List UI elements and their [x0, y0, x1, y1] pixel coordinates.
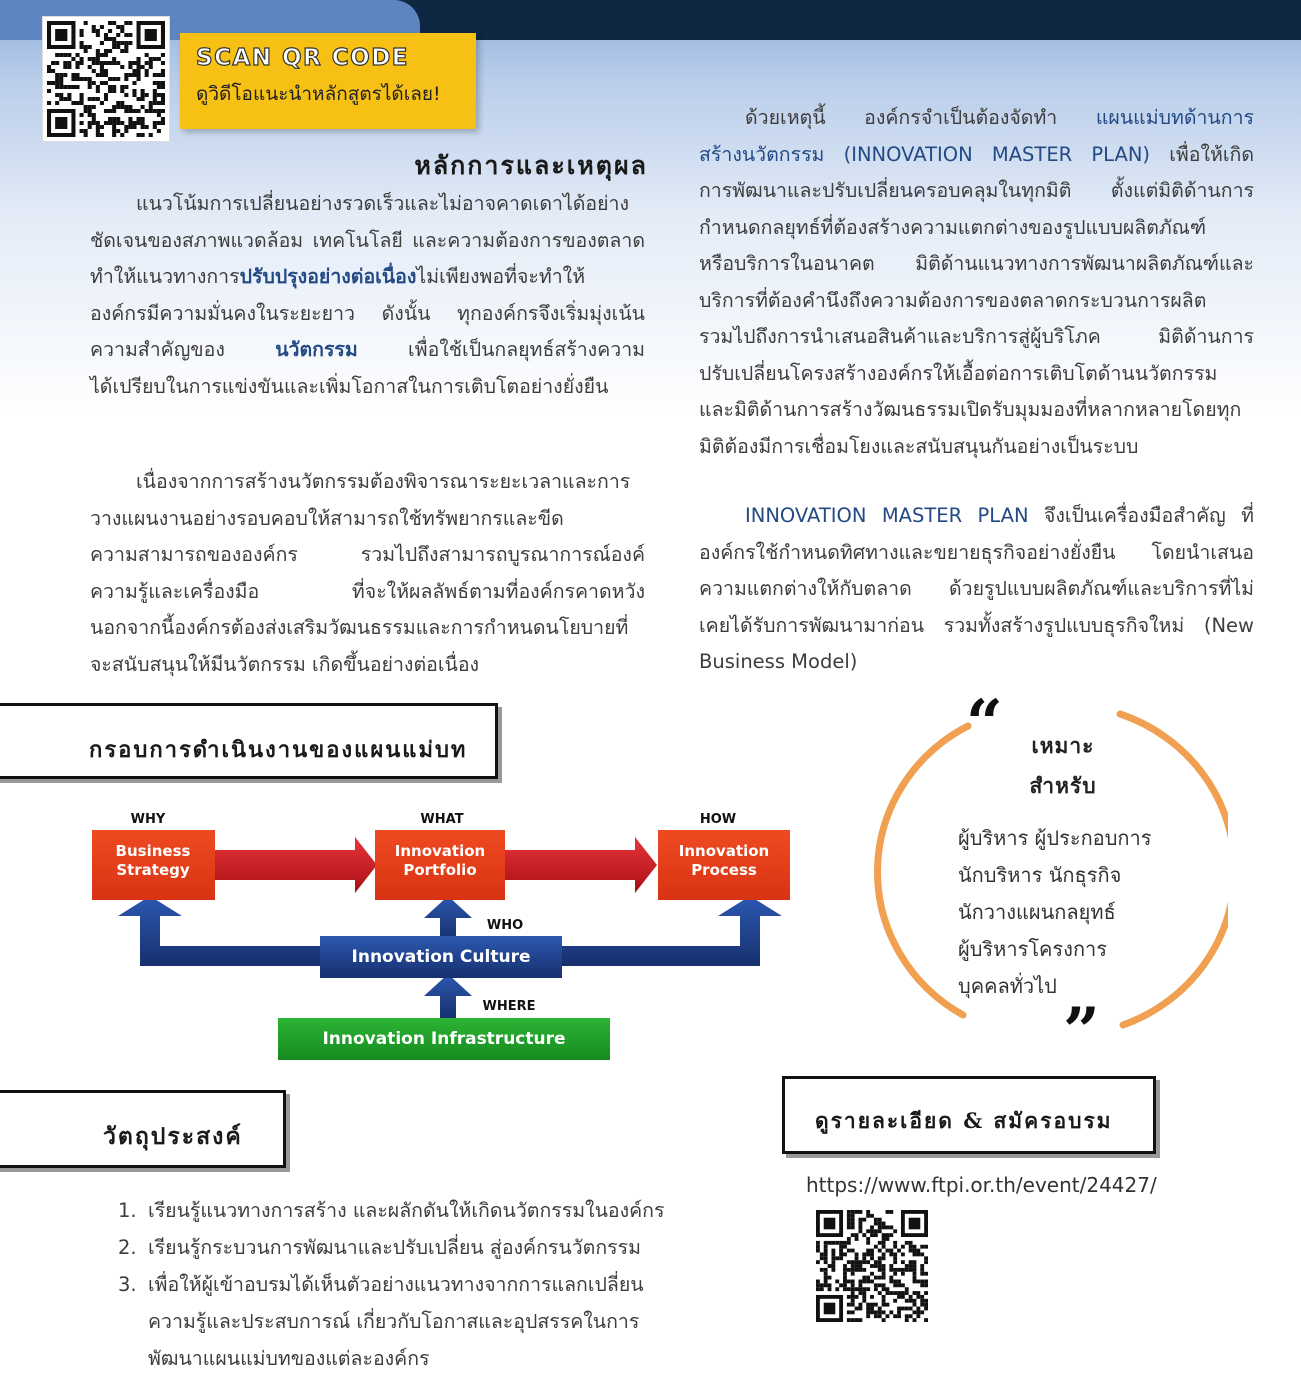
text-line: [699, 498, 1254, 535]
audience-list: [958, 820, 1208, 1005]
rationale-paragraph-1: [90, 186, 645, 405]
text-line: วางแผนงานอย่างรอบคอบให้สามารถใช้ทรัพยากรและขีด: [90, 506, 564, 530]
emphasis-continuous-improvement: ปรับปรุงอย่างต่อเนื่อง: [239, 265, 417, 288]
process-label-2: Process: [691, 861, 757, 879]
quote-close-icon: ”: [1063, 994, 1100, 1069]
objective-text: พัฒนาแผนแม่บทของแต่ละองค์กร: [148, 1347, 430, 1370]
where-label: WHERE: [482, 999, 536, 1014]
objective-text: ความรู้และประสบการณ์ เกี่ยวกับโอกาสและอุปสรรคในการ: [148, 1310, 640, 1333]
register-heading: ดูรายละเอียด & สมัครอบรม: [815, 1108, 1113, 1133]
objective-number: 1.: [118, 1199, 137, 1222]
portfolio-label-1: Innovation: [394, 842, 486, 860]
audience-item: ผู้บริหาร ผู้ประกอบการ: [958, 826, 1152, 850]
text-segment: ทำให้แนวทางการ: [90, 265, 240, 288]
qr-code-video[interactable]: [42, 16, 170, 142]
process-label-1: Innovation: [678, 842, 770, 860]
text-line: หรือบริการในอนาคต มิติด้านแนวทางการพัฒนาผลิตภัณฑ์และ: [699, 252, 1254, 275]
text-line: ความสามารถขององค์กร รวมไปถึงสามารถบูรณาการณ์องค์: [90, 543, 645, 566]
navy-arrow-left: [118, 896, 320, 966]
text-segment: ไม่เพียงพอที่จะทำให้: [416, 265, 586, 288]
text-line: มิติต้องมีการเชื่อมโยงและสนับสนุนกันอย่างเป็นระบบ: [699, 434, 1139, 458]
text-line: แนวโน้มการเปลี่ยนอย่างรวดเร็วและไม่อาจคาดเดาได้อย่าง: [136, 192, 630, 215]
objectives-heading: วัตถุประสงค์: [103, 1123, 243, 1150]
scan-qr-banner: [180, 33, 476, 129]
text-segment: เพื่อใช้เป็นกลยุทธ์สร้างความ: [357, 338, 645, 361]
red-arrow-portfolio-process: [505, 837, 657, 893]
framework-heading: กรอบการดำเนินงานของแผนแม่บท: [89, 737, 468, 763]
rationale-heading: หลักการและเหตุผล: [414, 151, 648, 180]
objective-item: [118, 1266, 718, 1377]
text-segment: ด้วยเหตุนี้ องค์กรจำเป็นต้องจัดทำ: [745, 106, 1096, 129]
audience-item: นักบริหาร นักธุรกิจ: [958, 863, 1122, 887]
objective-text: เรียนรู้กระบวนการพัฒนาและปรับเปลี่ยน สู่องค์กรนวัตกรรม: [148, 1236, 641, 1259]
culture-label: Innovation Culture: [351, 947, 531, 967]
text-segment: เพื่อให้เกิด: [1150, 142, 1254, 166]
text-line: นอกจากนี้องค์กรต้องส่งเสริมวัฒนธรรมและการกำหนดนโยบายที่: [90, 616, 629, 639]
strategy-label-2: Strategy: [116, 861, 190, 879]
qr-code-register[interactable]: [812, 1206, 932, 1326]
strategy-label-1: Business: [115, 842, 191, 860]
audience-title-line-2: สำหรับ: [1029, 773, 1097, 798]
text-segment: จึงเป็นเครื่องมือสำคัญ ที่: [1028, 504, 1254, 527]
text-line: จะสนับสนุนให้มีนวัตกรรม เกิดขึ้นอย่างต่อเนื่อง: [90, 652, 480, 676]
text-segment: ความสำคัญของ: [90, 338, 276, 361]
audience-item: นักวางแผนกลยุทธ์: [958, 900, 1116, 924]
who-label: WHO: [486, 918, 524, 933]
objectives-list: [118, 1192, 718, 1377]
scan-qr-subtitle: ดูวิดีโอแนะนำหลักสูตรได้เลย!: [196, 83, 441, 105]
text-line: ความแตกต่างให้กับตลาด ด้วยรูปแบบผลิตภัณฑ์และบริการที่ไม่: [699, 577, 1254, 600]
register-heading-box: [782, 1076, 1156, 1154]
emphasis-innovation: นวัตกรรม: [275, 338, 358, 361]
rationale-paragraph-2: [90, 464, 645, 683]
text-line: กำหนดกลยุทธ์ที่ต้องสร้างความแตกต่างของรูปแบบผลิตภัณฑ์: [699, 215, 1207, 239]
text-line: รวมไปถึงการนำเสนอสินค้าและบริการสู่ผู้บริโภค มิติด้านการ: [699, 325, 1254, 348]
ring-arc-left: [878, 726, 968, 1015]
audience-title: [978, 726, 1148, 806]
text-line: เคยได้รับการพัฒนามาก่อน รวมทั้งสร้างรูปแบบธุรกิจใหม่ (New: [699, 613, 1254, 637]
why-label: WHY: [130, 812, 166, 827]
text-line: เนื่องจากการสร้างนวัตกรรมต้องพิจารณาระยะเวลาและการ: [136, 470, 631, 493]
text-line: [90, 332, 645, 369]
rationale-paragraph-4: [699, 498, 1254, 681]
audience-item: ผู้บริหารโครงการ: [958, 937, 1108, 961]
navy-arrow-right: [560, 896, 782, 966]
audience-item: บุคคลทั่วไป: [958, 974, 1057, 998]
framework-diagram: [80, 800, 800, 1070]
emphasis-master-plan-en: สร้างนวัตกรรม (INNOVATION MASTER PLAN): [699, 142, 1151, 166]
emphasis-master-plan-en: INNOVATION MASTER PLAN: [745, 504, 1029, 527]
emphasis-master-plan-th: แผนแม่บทด้านการ: [1095, 106, 1254, 129]
objective-number: 2.: [118, 1236, 137, 1259]
text-line: การพัฒนาและปรับเปลี่ยนครอบคลุมในทุกมิติ ตั้งแต่มิติด้านการ: [699, 179, 1254, 202]
infrastructure-label: Innovation Infrastructure: [322, 1029, 566, 1049]
text-line: ชัดเจนของสภาพแวดล้อม เทคโนโลยี และความต้องการของตลาด: [90, 228, 645, 252]
objective-text: เพื่อให้ผู้เข้าอบรมได้เห็นตัวอย่างแนวทางจากการแลกเปลี่ยน: [148, 1273, 644, 1296]
text-line: [699, 100, 1254, 137]
qr-code-icon: [47, 21, 165, 137]
text-line: Business Model): [699, 650, 858, 673]
portfolio-label-2: Portfolio: [403, 861, 477, 879]
audience-card: [858, 686, 1228, 1069]
framework-heading-box: [0, 703, 498, 779]
text-line: บริการที่ต้องคำนึงถึงความต้องการของตลาดกระบวนการผลิต: [699, 288, 1207, 312]
text-line: องค์กรมีความมั่นคงในระยะยาว ดังนั้น ทุกองค์กรจึงเริ่มมุ่งเน้น: [90, 301, 645, 325]
quote-open-icon: “: [966, 686, 1003, 761]
rationale-paragraph-3: [699, 100, 1254, 465]
text-line: ความรู้และเครื่องมือ ที่จะให้ผลลัพธ์ตามที่องค์กรคาดหวัง: [90, 579, 645, 603]
framework-diagram-svg: [80, 800, 800, 1070]
text-line: และมิติด้านการสร้างวัฒนธรรมเปิดรับมุมมองที่หลากหลายโดยทุก: [699, 398, 1242, 421]
how-label: HOW: [699, 812, 737, 827]
text-line: [699, 137, 1254, 174]
audience-title-line-1: เหมาะ: [1031, 733, 1095, 758]
what-label: WHAT: [420, 812, 464, 827]
text-line: องค์กรใช้กำหนดทิศทางและขยายธุรกิจอย่างยั่งยืน โดยนำเสนอ: [699, 540, 1254, 564]
objective-item: [118, 1192, 718, 1229]
navy-arrow-up-culture: [424, 974, 472, 1018]
navy-arrow-up-portfolio: [424, 896, 472, 940]
scan-qr-title: SCAN QR CODE: [196, 45, 410, 71]
text-line: ได้เปรียบในการแข่งขันและเพิ่มโอกาสในการเติบโตอย่างยั่งยืน: [90, 374, 609, 398]
text-line: [90, 259, 645, 296]
red-arrow-strategy-portfolio: [215, 837, 377, 893]
objective-item: [118, 1229, 718, 1266]
objectives-heading-box: [0, 1090, 286, 1168]
text-line: ปรับเปลี่ยนโครงสร้างองค์กรให้เอื้อต่อการเติบโตด้านนวัตกรรม: [699, 361, 1218, 385]
objective-text: เรียนรู้แนวทางการสร้าง และผลักดันให้เกิดนวัตกรรมในองค์กร: [148, 1199, 665, 1222]
register-url-link[interactable]: https://www.ftpi.or.th/event/24427/: [806, 1173, 1157, 1197]
qr-code-icon: [816, 1210, 928, 1322]
objective-number: 3.: [118, 1273, 137, 1296]
